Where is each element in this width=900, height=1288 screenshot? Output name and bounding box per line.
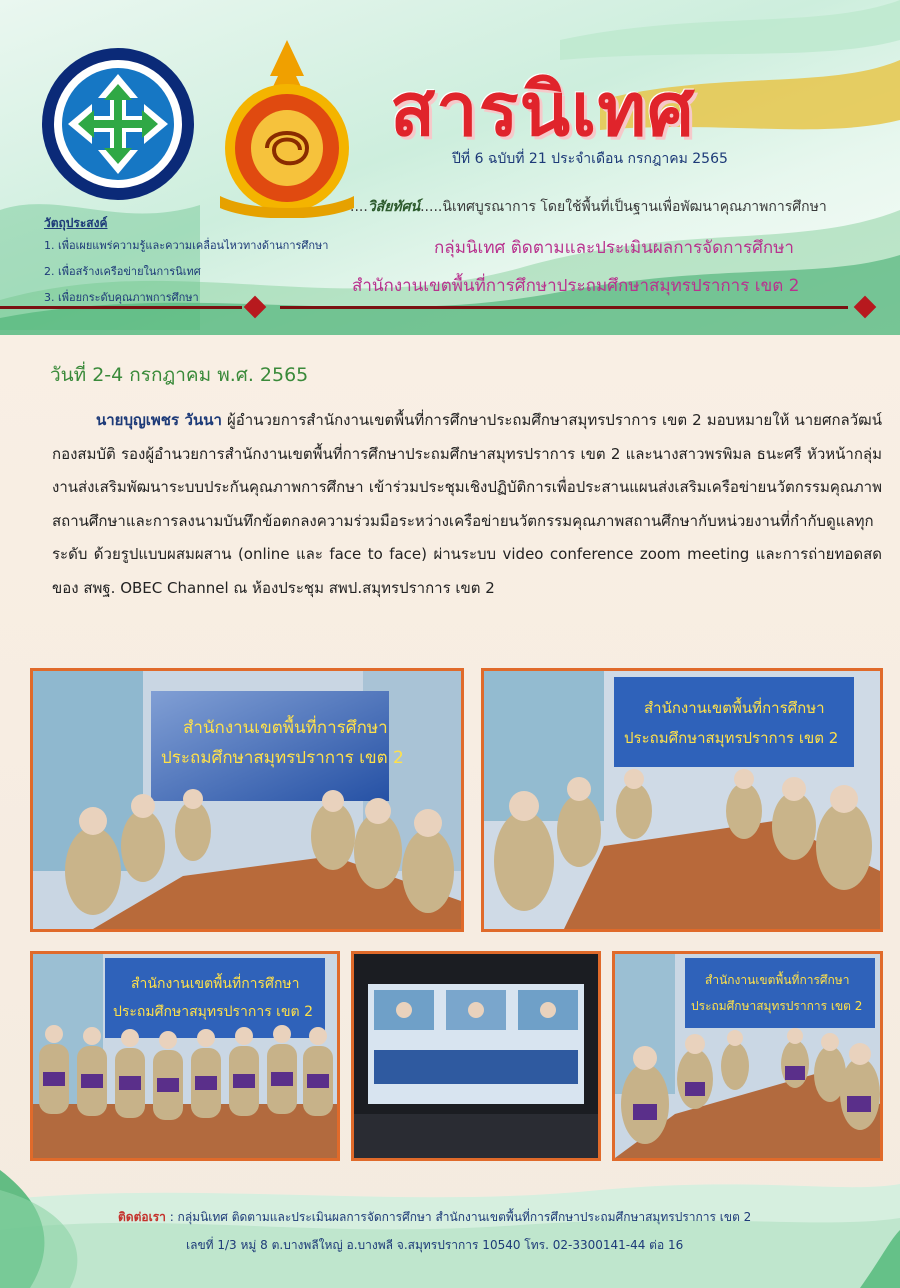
group-signing-image bbox=[615, 954, 880, 1158]
masthead bbox=[0, 0, 900, 335]
obec-emblem-logo bbox=[212, 36, 362, 218]
banner-text-line1: สำนักงานเขตพื้นที่การศึกษา bbox=[131, 976, 300, 992]
article-text: ผู้อำนวยการสำนักงานเขตพื้นที่การศึกษาประถมศึกษาสมุทรปราการ เขต 2 มอบหมายให้ นายศกลวัฒน์ กองสมบัติ รองผู้อำนวยการสำนักงานเขตพื้นที่การศึกษาประถมศึกษาสมุทรปราการ เขต 2 และนางสาวพรพิมล ธนะศรี หัวหน้ากลุ่มงานส่งเสริมพัฒนาระบบประกันคุณภาพการศึกษา เข้าร่วมประชุมเชิงปฏิบัติการเพื่อประสานแผนส่งเสริมเครือข่ายนวัตกรรมคุณภาพสถานศึกษาและการลงนามบันทึกข้อตกลงความร่วมมือระหว่างเครือข่ายนวัตกรรมคุณภาพสถานศึกษากับหน่วยงานที่กำกับดูแลทุกระดับ ด้วยรูปแบบผสมผสาน (online และ face to face) ผ่านระบบ video conference zoom meeting และการถ่ายทอดสดของ สพฐ. OBEC Channel ณ ห้องประชุม สพป.สมุทรปราการ เขต 2 bbox=[52, 411, 882, 597]
objective-item: 2. เพื่อสร้างเครือข่ายในการนิเทศ bbox=[44, 265, 201, 278]
lead-person-name: นายบุญเพชร วันนา bbox=[96, 411, 222, 429]
banner-text-line1: สำนักงานเขตพื้นที่การศึกษา bbox=[644, 699, 825, 717]
meeting-room-image bbox=[33, 671, 461, 929]
header-divider bbox=[280, 306, 848, 309]
banner-text-line1: สำนักงานเขตพื้นที่การศึกษา bbox=[183, 718, 388, 738]
header-divider-left bbox=[0, 306, 242, 309]
vision-statement: ....วิสัยทัศน์.....นิเทศบูรณาการ โดยใช้พื้นที่เป็นฐานเพื่อพัฒนาคุณภาพการศึกษา bbox=[350, 199, 827, 215]
objective-item: 3. เพื่อยกระดับคุณภาพการศึกษา bbox=[44, 291, 199, 304]
meeting-room-image bbox=[484, 671, 880, 929]
objective-item: 1. เพื่อเผยแพร่ความรู้และความเคลื่อนไหวทางด้านการศึกษา bbox=[44, 239, 329, 252]
zoom-screen-image bbox=[354, 954, 598, 1158]
contact-label: ติดต่อเรา bbox=[118, 1210, 166, 1224]
newsletter-title: สารนิเทศ bbox=[390, 67, 696, 153]
supervisory-unit-logo bbox=[40, 46, 196, 202]
banner-text-line2: ประถมศึกษาสมุทรปราการ เขต 2 bbox=[624, 729, 839, 747]
meeting-photo-2 bbox=[481, 668, 883, 932]
contact-text: : กลุ่มนิเทศ ติดตามและประเมินผลการจัดการศึกษา สำนักงานเขตพื้นที่การศึกษาประถมศึกษาสมุทรปราการ เขต 2 bbox=[165, 1210, 752, 1224]
video-conference-photo bbox=[351, 951, 601, 1161]
group-signing-image bbox=[33, 954, 337, 1158]
footer-background bbox=[0, 1170, 900, 1288]
meeting-photo-1 bbox=[30, 668, 464, 932]
banner-text-line2: ประถมศึกษาสมุทรปราการ เขต 2 bbox=[161, 748, 404, 768]
article-paragraph bbox=[52, 404, 882, 606]
contact-address: เลขที่ 1/3 หมู่ 8 ต.บางพลีใหญ่ อ.บางพลี จ.สมุทรปราการ 10540 โทร. 02-3300141-44 ต่อ 16 bbox=[186, 1238, 684, 1252]
banner-text-line2: ประถมศึกษาสมุทรปราการ เขต 2 bbox=[691, 999, 863, 1013]
article-date: วันที่ 2-4 กรกฎาคม พ.ศ. 2565 bbox=[50, 364, 309, 386]
footer-wave-decoration bbox=[0, 1170, 900, 1288]
vision-label: วิสัยทัศน์ bbox=[367, 199, 421, 215]
office-name: สำนักงานเขตพื้นที่การศึกษาประถมศึกษาสมุทรปราการ เขต 2 bbox=[352, 276, 800, 296]
banner-text-line2: ประถมศึกษาสมุทรปราการ เขต 2 bbox=[113, 1004, 313, 1020]
contact-line bbox=[118, 1208, 751, 1227]
meeting-photo-3 bbox=[30, 951, 340, 1161]
objectives-heading: วัตถุประสงค์ bbox=[44, 216, 108, 230]
vision-text: นิเทศบูรณาการ โดยใช้พื้นที่เป็นฐานเพื่อพัฒนาคุณภาพการศึกษา bbox=[442, 199, 827, 215]
banner-text-line1: สำนักงานเขตพื้นที่การศึกษา bbox=[705, 973, 850, 987]
issue-info: ปีที่ 6 ฉบับที่ 21 ประจำเดือน กรกฎาคม 2565 bbox=[452, 151, 728, 167]
meeting-photo-5 bbox=[612, 951, 883, 1161]
department-name: กลุ่มนิเทศ ติดตามและประเมินผลการจัดการศึกษา bbox=[434, 238, 794, 258]
